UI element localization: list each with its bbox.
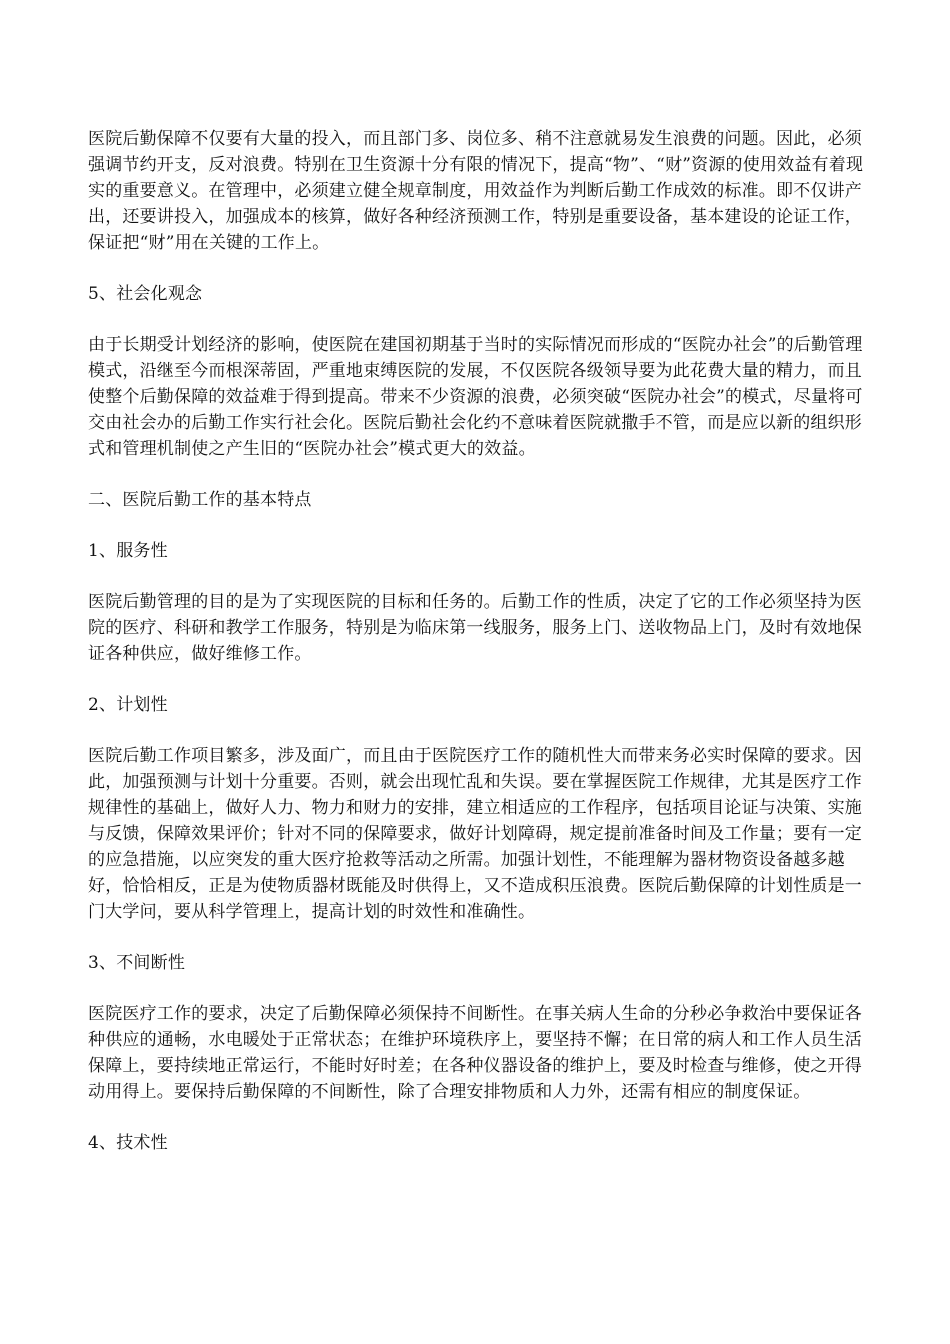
section-heading-technical: 4、技术性	[88, 1133, 168, 1153]
section-heading-socialization: 5、社会化观念	[88, 284, 203, 304]
paragraph-planning: 医院后勤工作项目繁多，涉及面广，而且由于医院医疗工作的随机性大而带来务必实时保障的要求。因此，加强预测与计划十分重要。否则，就会出现忙乱和失误。要在掌握医院工作规律，尤其是医疗工作规律性的基础上，做好人力、物力和财力的安排，建立相适应的工作程序，包括项目论证与决策、实施与反馈，保障效果评价；针对不同的保障要求，做好计划障碍，规定提前准备时间及工作量；要有一定的应急措施，以应突发的重大医疗抢救等活动之所需。加强计划性，不能理解为器材物资设备越多越好，恰恰相反，正是为使物质器材既能及时供得上，又不造成积压浪费。医院后勤保障的计划性质是一门大学问，要从科学管理上，提高计划的时效性和准确性。	[88, 746, 862, 922]
paragraph-socialization: 由于长期受计划经济的影响，使医院在建国初期基于当时的实际情况而形成的“医院办社会”的后勤管理模式，沿继至今而根深蒂固，严重地束缚医院的发展，不仅医院各级领导要为此花费大量的精力，而且使整个后勤保障的效益难于得到提高。带来不少资源的浪费，必须突破“医院办社会”的模式，尽量将可交由社会办的后勤工作实行社会化。医院后勤社会化约不意味着医院就撒手不管，而是应以新的组织形式和管理机制使之产生旧的“医院办社会”模式更大的效益。	[88, 335, 863, 459]
chapter-heading-characteristics: 二、医院后勤工作的基本特点	[88, 490, 312, 510]
section-heading-service: 1、服务性	[88, 541, 168, 561]
paragraph-service: 医院后勤管理的目的是为了实现医院的目标和任务的。后勤工作的性质，决定了它的工作必须坚持为医院的医疗、科研和教学工作服务，特别是为临床第一线服务，服务上门、送收物品上门，及时有效地保证各种供应，做好维修工作。	[88, 592, 862, 664]
paragraph-continuity: 医院医疗工作的要求，决定了后勤保障必须保持不间断性。在事关病人生命的分秒必争救治中要保证各种供应的通畅，水电暖处于正常状态；在维护环境秩序上，要坚持不懈；在日常的病人和工作人员生活保障上，要持续地正常运行，不能时好时差；在各种仪器设备的维护上，要及时检查与维修，使之开得动用得上。要保持后勤保障的不间断性，除了合理安排物质和人力外，还需有相应的制度保证。	[88, 1004, 862, 1102]
section-heading-planning: 2、计划性	[88, 695, 168, 715]
section-heading-continuity: 3、不间断性	[88, 953, 186, 973]
paragraph-resource-efficiency: 医院后勤保障不仅要有大量的投入，而且部门多、岗位多、稍不注意就易发生浪费的问题。因此，必须强调节约开支，反对浪费。特别在卫生资源十分有限的情况下，提高“物”、“财”资源的使用效益有着现实的重要意义。在管理中，必须建立健全规章制度，用效益作为判断后勤工作成效的标准。即不仅讲产出，还要讲投入，加强成本的核算，做好各种经济预测工作，特别是重要设备，基本建设的论证工作，保证把“财”用在关键的工作上。	[88, 129, 864, 253]
document-body	[88, 126, 864, 1181]
